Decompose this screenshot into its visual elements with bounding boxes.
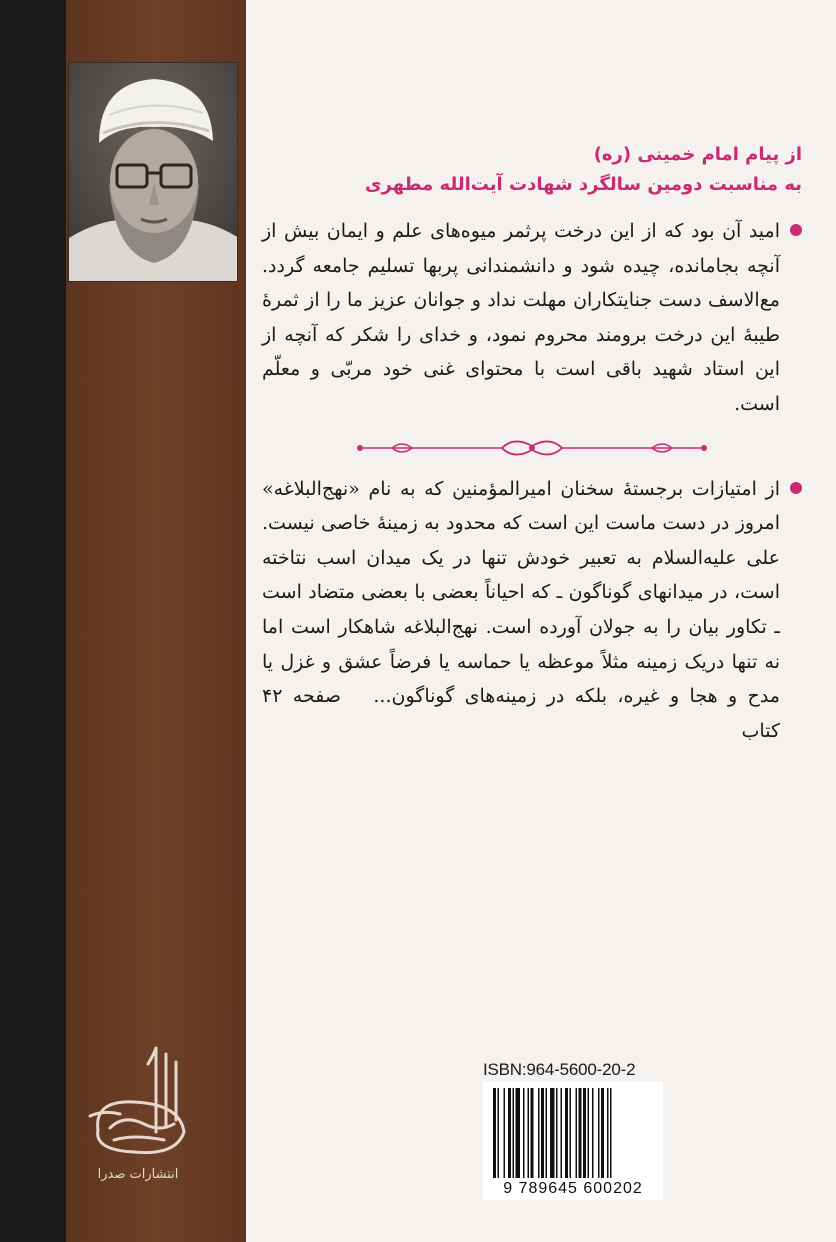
barcode-bar bbox=[588, 1088, 590, 1178]
book-spine bbox=[0, 0, 66, 1242]
page-reference: صفحه ۴۲ کتاب bbox=[262, 685, 780, 742]
barcode-bar bbox=[550, 1088, 555, 1178]
quote-paragraph bbox=[262, 214, 802, 422]
isbn-label: ISBN:964-5600-20-2 bbox=[483, 1060, 636, 1079]
ornament-divider bbox=[352, 436, 712, 460]
barcode-bar bbox=[513, 1088, 515, 1178]
barcode-number: 9 789645 600202 bbox=[483, 1178, 663, 1200]
barcode-bar bbox=[504, 1088, 506, 1178]
barcode-bar bbox=[546, 1088, 548, 1178]
bullet-icon bbox=[790, 482, 802, 494]
quote-occasion-heading: به مناسبت دومین سالگرد شهادت آیت‌الله مطهری bbox=[365, 174, 802, 195]
barcode-bar bbox=[570, 1088, 572, 1178]
barcode-bar bbox=[579, 1088, 582, 1178]
barcode-bar bbox=[576, 1088, 578, 1178]
barcode-bar bbox=[607, 1088, 609, 1178]
barcode-bar bbox=[601, 1088, 604, 1178]
quote-source-heading: از پیام امام خمینی (ره) bbox=[593, 144, 802, 165]
barcode-bar bbox=[541, 1088, 544, 1178]
quote-text: امید آن بود که از این درخت پرثمر میوه‌های علم و ایمان بیش از آنچه بجامانده، چیده شود و دانشمندانی پربها تسلیم جامعه گردد. مع‌الاسف دست جنایتکاران مهلت نداد و جوانان عزیز ما را از ثمرهٔ طیبهٔ این درخت برومند محروم نمود، و خدای را شکر که آنچه از این استاد شهید باقی است با محتوای غنی خود مربّی و معلّم است. bbox=[262, 220, 780, 415]
barcode-bar bbox=[561, 1088, 563, 1178]
barcode-bar bbox=[592, 1088, 594, 1178]
barcode-bar bbox=[528, 1088, 530, 1178]
barcode-bar bbox=[498, 1088, 500, 1178]
barcode-bar bbox=[531, 1088, 534, 1178]
barcode-bar bbox=[508, 1088, 511, 1178]
barcode-bar bbox=[565, 1088, 568, 1178]
back-cover-text bbox=[262, 140, 802, 748]
publisher-logo-text: انتشارات صدرا bbox=[97, 1167, 179, 1182]
barcode-bar bbox=[583, 1088, 586, 1178]
publisher-logo bbox=[84, 1040, 192, 1188]
nahjul-paragraph bbox=[262, 472, 802, 749]
barcode-bar bbox=[523, 1088, 525, 1178]
barcode-bar bbox=[598, 1088, 600, 1178]
barcode-bar bbox=[556, 1088, 558, 1178]
barcode-bar bbox=[610, 1088, 612, 1178]
barcode-bar bbox=[493, 1088, 496, 1178]
barcode-bar bbox=[516, 1088, 521, 1178]
nahjul-text: از امتیازات برجستهٔ سخنان امیرالمؤمنین که به نام «نهج‌البلاغه» امروز در دست ماست این است که محدود به زمینهٔ خاصی نیست. علی علیه‌السلام به تعبیر خودش تنها در یک میدان اسب نتاخته است، در میدانهای گوناگون ـ که احیاناً بعضی با بعضی متضاد است ـ تکاور بیان را به جولان آورده است. نهج‌البلاغه شاهکار است اما نه تنها دریک زمینه مثلاً موعظه یا حماسه یا فرضاً عشق و غزل یا مدح و هجا و غیره، بلکه در زمینه‌های گوناگون... bbox=[262, 477, 780, 708]
author-portrait bbox=[68, 62, 238, 282]
bullet-icon bbox=[790, 224, 802, 236]
barcode-bar bbox=[538, 1088, 540, 1178]
